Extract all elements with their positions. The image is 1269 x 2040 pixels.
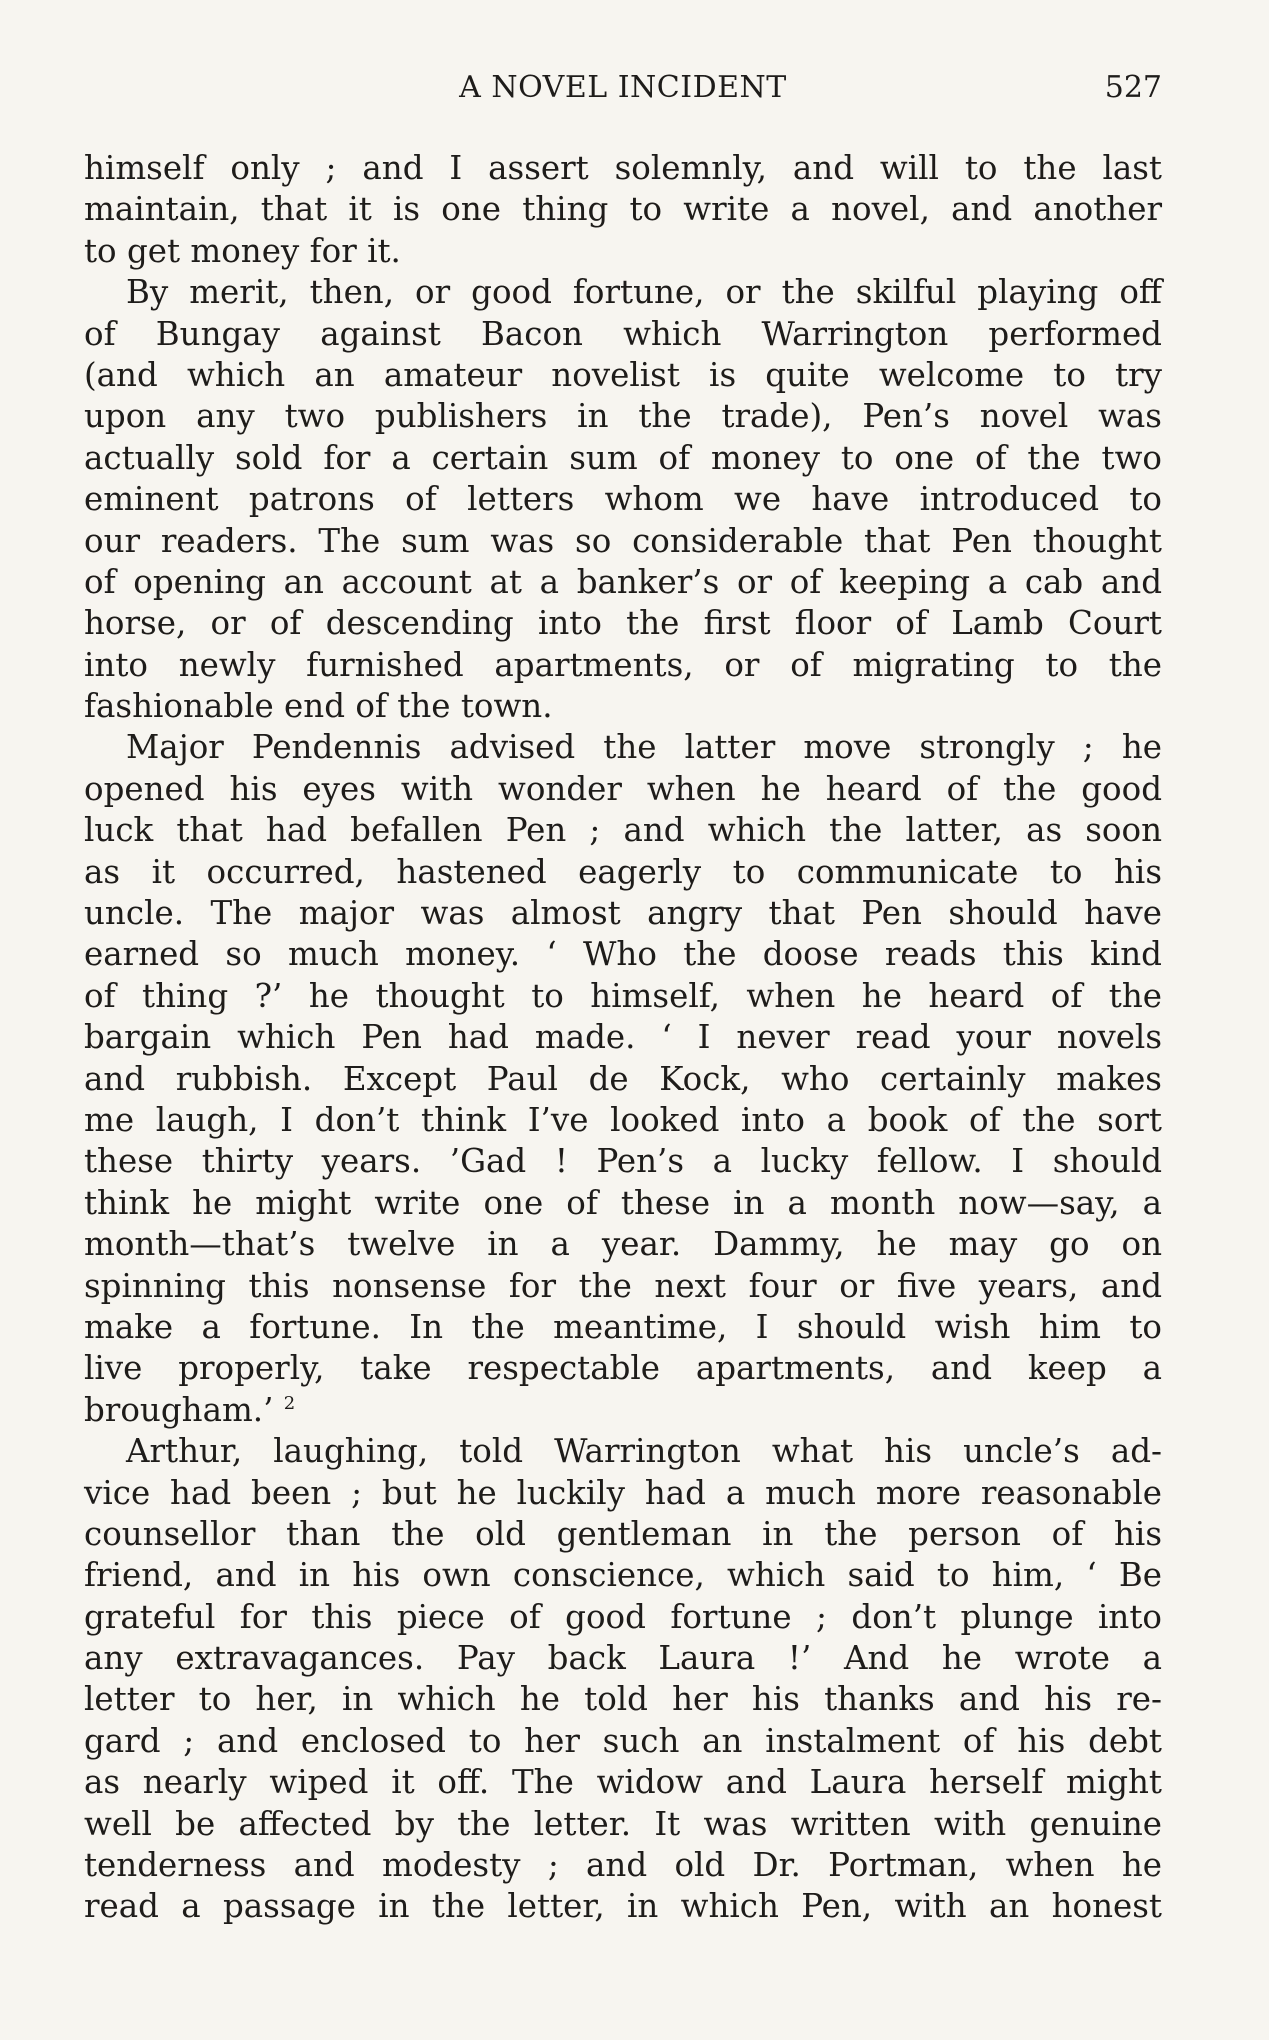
text-line-content: read a passage in the letter, in which Pen, with an honest <box>84 1887 1162 1926</box>
text-line-content: himself only ; and I assert solemnly, and will to the last <box>84 149 1162 187</box>
text-line <box>84 1224 1162 1265</box>
text-line-content: friend, and in his own conscience, which said to him, ‘ Be <box>84 1556 1162 1595</box>
text-line-content: well be affected by the letter. It was written with genuine <box>84 1804 1162 1843</box>
text-line-content: of Bungay against Bacon which Warrington performed <box>84 314 1162 353</box>
text-line-content: counsellor than the old gentleman in the person of his <box>84 1514 1162 1553</box>
text-line <box>84 231 1162 272</box>
text-line <box>84 1555 1162 1596</box>
body-text <box>84 148 1162 1928</box>
text-line <box>84 1679 1162 1720</box>
text-line-content: Major Pendennis advised the latter move strongly ; he <box>126 728 1162 767</box>
text-line <box>84 893 1162 934</box>
text-line <box>84 1762 1162 1803</box>
text-line <box>84 976 1162 1017</box>
text-line-content: as nearly wiped it off. The widow and Laura herself might <box>84 1763 1162 1802</box>
text-line <box>84 1017 1162 1058</box>
text-line-content: actually sold for a certain sum of money to one of the two <box>84 438 1162 477</box>
text-line <box>84 396 1162 437</box>
text-line-content: into newly furnished apartments, or of migrating to the <box>84 645 1162 684</box>
text-line-content: me laugh, I don’t think I’ve looked into a book of the sort <box>84 1100 1162 1139</box>
text-line <box>84 1183 1162 1224</box>
text-line <box>84 479 1162 520</box>
text-line-content: make a fortune. In the meantime, I should wish him to <box>84 1307 1162 1346</box>
text-line <box>84 1100 1162 1141</box>
text-line <box>84 1307 1162 1348</box>
text-line-content: gard ; and enclosed to her such an instalment of his debt <box>84 1721 1162 1760</box>
text-line <box>84 521 1162 562</box>
chapter-title: A NOVEL INCIDENT <box>459 70 787 105</box>
text-line-content: live properly, take respectable apartments, and keep a <box>84 1349 1162 1388</box>
running-head <box>84 68 1162 108</box>
text-line <box>84 769 1162 810</box>
page-number: 527 <box>1104 70 1162 105</box>
text-line <box>84 1059 1162 1100</box>
text-line-content: month—that’s twelve in a year. Dammy, he may go on <box>84 1225 1162 1264</box>
text-line <box>84 189 1162 230</box>
text-line <box>84 314 1162 355</box>
text-line <box>84 1804 1162 1845</box>
text-line-content: eminent patrons of letters whom we have introduced to <box>84 480 1162 519</box>
text-line-content: luck that had befallen Pen ; and which the latter, as soon <box>84 811 1162 850</box>
text-line-content: By merit, then, or good fortune, or the skilful playing off <box>126 273 1162 312</box>
text-line-content: our readers. The sum was so considerable that Pen thought <box>84 521 1162 560</box>
text-line <box>84 934 1162 975</box>
text-line <box>84 1721 1162 1762</box>
text-line <box>84 355 1162 396</box>
text-line <box>84 148 1162 189</box>
text-line-content: upon any two publishers in the trade), Pen’s novel was <box>84 397 1162 436</box>
text-line <box>84 603 1162 644</box>
text-line-content: Arthur, laughing, told Warrington what his uncle’s ad- <box>126 1432 1162 1471</box>
text-line <box>84 438 1162 479</box>
text-line <box>84 1845 1162 1886</box>
text-line <box>84 1431 1162 1472</box>
text-line <box>84 810 1162 851</box>
text-line-content: as it occurred, hastened eagerly to communicate to his <box>84 852 1162 891</box>
text-line-content: maintain, that it is one thing to write a novel, and another <box>84 190 1162 229</box>
text-line <box>84 1886 1162 1927</box>
text-line-content: fashionable end of the town. <box>84 687 553 726</box>
text-line <box>84 562 1162 603</box>
text-line <box>84 852 1162 893</box>
text-line-content: opened his eyes with wonder when he heard of the good <box>84 769 1162 808</box>
text-line <box>84 1514 1162 1555</box>
text-line <box>84 1266 1162 1307</box>
text-line-content: these thirty years. ’Gad ! Pen’s a lucky fellow. I should <box>84 1142 1162 1181</box>
text-line <box>84 1390 1162 1431</box>
text-line-content: earned so much money. ‘ Who the doose reads this kind <box>84 935 1162 974</box>
text-line-content: horse, or of descending into the first floor of Lamb Court <box>84 604 1162 643</box>
text-line-content: to get money for it. <box>84 231 401 270</box>
text-line <box>84 272 1162 313</box>
text-line <box>84 1597 1162 1638</box>
text-line <box>84 1348 1162 1389</box>
text-line-content: brougham.’ <box>84 1390 274 1429</box>
text-line-content: and rubbish. Except Paul de Kock, who certainly makes <box>84 1059 1162 1098</box>
footnote-marker: 2 <box>283 1392 296 1414</box>
text-line-content: think he might write one of these in a month now—say, a <box>84 1183 1162 1222</box>
text-line-content: (and which an amateur novelist is quite welcome to try <box>84 355 1162 394</box>
text-line <box>84 686 1162 727</box>
text-line-content: spinning this nonsense for the next four or five years, and <box>84 1266 1162 1305</box>
text-line-content: grateful for this piece of good fortune ; don’t plunge into <box>84 1597 1162 1636</box>
text-line <box>84 1638 1162 1679</box>
text-line-content: tenderness and modesty ; and old Dr. Portman, when he <box>84 1846 1162 1885</box>
text-line-content: vice had been ; but he luckily had a much more reasonable <box>84 1473 1162 1512</box>
text-line-content: of opening an account at a banker’s or of keeping a cab and <box>84 562 1162 601</box>
text-line <box>84 645 1162 686</box>
text-line-content: of thing ?’ he thought to himself, when he heard of the <box>84 976 1162 1015</box>
text-line-content: bargain which Pen had made. ‘ I never read your novels <box>84 1018 1162 1057</box>
text-line-content: uncle. The major was almost angry that Pen should have <box>84 894 1162 933</box>
text-line <box>84 727 1162 768</box>
text-line <box>84 1473 1162 1514</box>
text-line <box>84 1141 1162 1182</box>
text-line-content: any extravagances. Pay back Laura !’ And he wrote a <box>84 1639 1162 1678</box>
text-line-content: letter to her, in which he told her his thanks and his re- <box>84 1680 1162 1719</box>
